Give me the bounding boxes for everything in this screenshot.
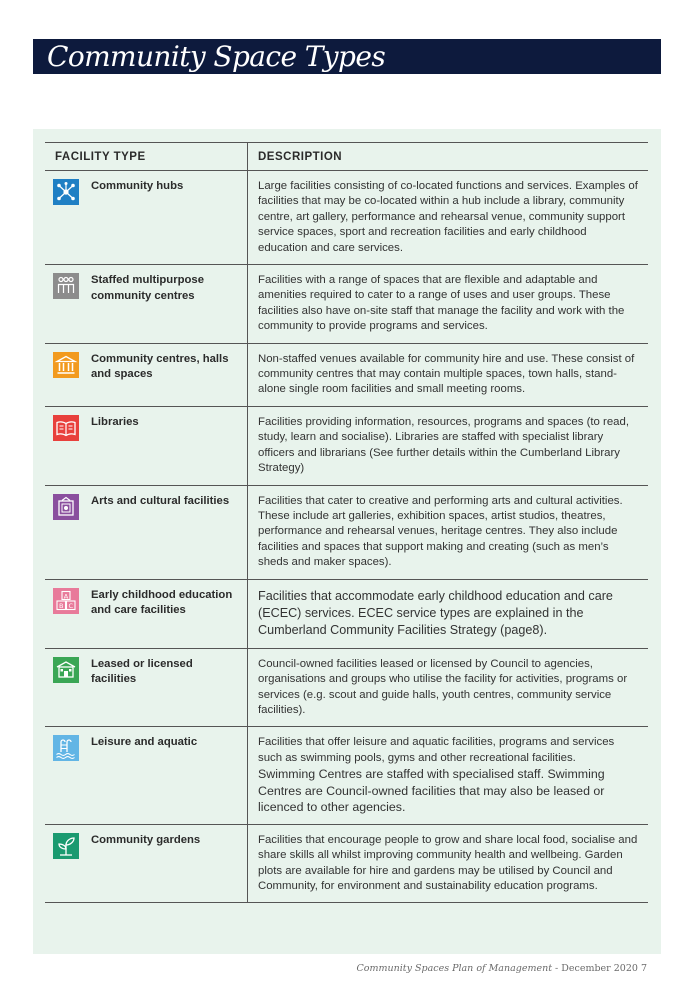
network-hub-icon <box>53 179 79 205</box>
facility-description <box>248 171 649 265</box>
facility-types-table <box>45 142 648 903</box>
facility-description-text: Non-staffed venues available for community hire and use. These consist of community centres that may contain multiple spaces, town halls, stand-alone single room facilities and small meeting rooms. <box>258 352 635 396</box>
table-row <box>45 824 648 903</box>
description-header: DESCRIPTION <box>248 143 649 171</box>
footer-doc-title: Community Spaces Plan of Management <box>356 963 553 974</box>
facility-type-name: Community gardens <box>91 833 201 846</box>
facility-description <box>248 265 649 344</box>
building-columns-icon <box>53 352 79 378</box>
page-footer <box>357 963 647 974</box>
plant-sprout-icon <box>53 833 79 859</box>
facility-description-text: Large facilities consisting of co-located functions and services. Examples of facilities that may be co-located within a hub include a library, community centre, art gallery, performance and rehearsal venue, community support service spaces, sport and recreation facilities and early childhood education and care services. <box>258 180 638 254</box>
facility-description <box>248 824 649 903</box>
facility-type-name: Leased or licensed facilities <box>91 657 193 686</box>
facility-description <box>248 343 649 406</box>
people-group-icon <box>53 273 79 299</box>
facility-description-text: Council-owned facilities leased or licensed by Council to agencies, organisations and groups who utilise the facility for activities, programs or services (e.g. scout and guide halls, youth centres, community service facilities). <box>258 657 628 716</box>
facility-description <box>248 727 649 824</box>
facility-description-text: Facilities that cater to creative and performing arts and cultural activities. These include art galleries, exhibition spaces, artist studios, theatres, performance and rehearsal venues, heritage centres. They also include facilities and spaces that support making and creating (such as men’s sheds and maker spaces). <box>258 494 623 569</box>
facility-type-name: Libraries <box>91 415 139 428</box>
facility-type-cell <box>45 485 248 579</box>
building-key-icon <box>53 657 79 683</box>
facility-type-cell <box>45 406 248 485</box>
abc-blocks-icon <box>53 588 79 614</box>
table-row <box>45 485 648 579</box>
facility-type-cell <box>45 343 248 406</box>
facility-description <box>248 485 649 579</box>
table-row <box>45 265 648 344</box>
facility-type-name: Community centres, halls and spaces <box>91 352 229 381</box>
facility-type-cell <box>45 579 248 648</box>
pool-ladder-icon <box>53 735 79 761</box>
table-row <box>45 406 648 485</box>
table-row <box>45 727 648 824</box>
facility-type-cell <box>45 824 248 903</box>
facility-type-cell <box>45 648 248 727</box>
facility-description-text: Facilities providing information, resources, programs and spaces (to read, study, learn and socialise). Libraries are staffed with specialist library officers and librarians (See further details within the Cumberland Library Strategy) <box>258 415 629 475</box>
facility-description-text: Facilities with a range of spaces that are flexible and adaptable and amenities required to cater to a range of uses and user groups. These facilities also have on-site staff that manage the facility and work with the community to provide programs and services. <box>258 274 625 333</box>
facility-types-panel <box>33 129 661 954</box>
page-number: 7 <box>640 963 647 974</box>
facility-type-name: Staffed multipurpose community centres <box>91 274 204 302</box>
facility-description <box>248 406 649 485</box>
facility-type-name: Community hubs <box>91 180 184 192</box>
page-title: Community Space Types <box>47 40 386 73</box>
svg-text:C: C <box>68 601 74 610</box>
facility-type-cell <box>45 171 248 265</box>
facility-description-text: Facilities that encourage people to grow and share local food, socialise and share skills all whilst improving community health and wellbeing. Garden plots are available for hire and gardens may be utilised by Council and Community, for environment and sustainability education programs. <box>258 833 638 892</box>
facility-type-name: Leisure and aquatic <box>91 736 198 749</box>
footer-date: - December 2020 <box>552 963 638 974</box>
facility-description-extra: Swimming Centres are staffed with specialised staff. Swimming Centres are Council-owned facilities that may also be leased or licenced to other agencies. <box>258 767 605 815</box>
svg-text:B: B <box>58 601 64 610</box>
art-frame-icon <box>53 494 79 520</box>
svg-text:A: A <box>63 591 69 600</box>
facility-type-name: Arts and cultural facilities <box>91 494 230 507</box>
facility-type-cell <box>45 265 248 344</box>
table-row <box>45 171 648 265</box>
facility-description <box>248 579 649 648</box>
facility-description-text: Facilities that offer leisure and aquatic facilities, programs and services such as swimming pools, gyms and other recreational facilities. <box>258 736 615 764</box>
table-row <box>45 343 648 406</box>
table-row <box>45 579 648 648</box>
title-banner <box>33 39 661 74</box>
facility-description-text: Facilities that accommodate early childhood education and care (ECEC) services. ECEC service types are explained in the Cumberland Community Facilities Strategy (page8). <box>258 588 613 638</box>
facility-description <box>248 648 649 727</box>
facility-type-cell <box>45 727 248 824</box>
open-book-icon <box>53 415 79 441</box>
facility-type-name: Early childhood education and care facilities <box>91 588 233 617</box>
table-row <box>45 648 648 727</box>
facility-type-header: FACILITY TYPE <box>45 143 248 171</box>
table-header-row <box>45 143 648 171</box>
